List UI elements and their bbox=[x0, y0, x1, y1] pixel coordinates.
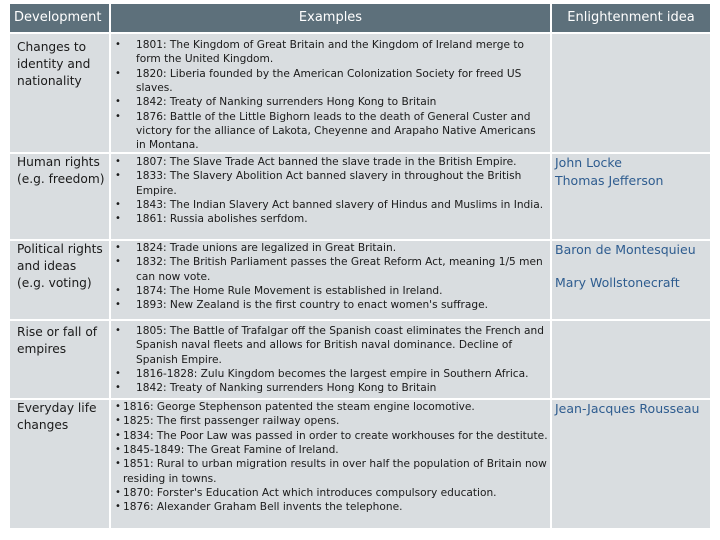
row-political-rights-label: Political rights and ideas (e.g. voting) bbox=[10, 241, 109, 319]
row-everyday-life-examples bbox=[111, 400, 550, 528]
thinker-name: John Locke bbox=[555, 155, 622, 170]
row-empires-label: Rise or fall of empires bbox=[10, 321, 109, 398]
example-item: • 1816-1828: Zulu Kingdom becomes the largest empire in Southern Africa. bbox=[111, 367, 550, 381]
example-item: • 1834: The Poor Law was passed in order to create workhouses for the destitute. bbox=[111, 429, 550, 443]
example-item: • 1851: Rural to urban migration results in over half the population of Britain now residing in towns. bbox=[111, 457, 550, 486]
row-everyday-life-ideas bbox=[552, 400, 710, 528]
example-item: • 1801: The Kingdom of Great Britain and the Kingdom of Ireland merge to form the United Kingdom. bbox=[111, 38, 550, 67]
row-empires-ideas bbox=[552, 321, 710, 398]
example-item: • 1842: Treaty of Nanking surrenders Hong Kong to Britain bbox=[111, 381, 550, 395]
thinker-name: Mary Wollstonecraft bbox=[555, 274, 680, 290]
example-item: • 1845-1849: The Great Famine of Ireland. bbox=[111, 443, 550, 457]
row-empires-examples bbox=[111, 321, 550, 398]
row-everyday-life-label: Everyday life changes bbox=[10, 400, 109, 528]
example-item: • 1807: The Slave Trade Act banned the slave trade in the British Empire. bbox=[111, 155, 550, 169]
example-item: • 1874: The Home Rule Movement is established in Ireland. bbox=[111, 284, 550, 298]
example-item: • 1876: Battle of the Little Bighorn leads to the death of General Custer and victory for the alliance of Lakota, Cheyenne and Arapaho Native Americans in Montana. bbox=[111, 110, 550, 153]
example-item: • 1832: The British Parliament passes the Great Reform Act, meaning 1/5 men can now vote. bbox=[111, 255, 550, 284]
thinker-name: Jean-Jacques Rousseau bbox=[555, 401, 700, 416]
row-political-rights-examples bbox=[111, 241, 550, 319]
row-identity-ideas bbox=[552, 34, 710, 152]
example-item: • 1833: The Slavery Abolition Act banned slavery in throughout the British Empire. bbox=[111, 169, 550, 198]
header-enlightenment-idea: Enlightenment idea bbox=[552, 4, 710, 32]
example-item: • 1861: Russia abolishes serfdom. bbox=[111, 212, 550, 226]
example-item: • 1842: Treaty of Nanking surrenders Hong Kong to Britain bbox=[111, 95, 550, 109]
example-item: • 1870: Forster's Education Act which introduces compulsory education. bbox=[111, 486, 550, 500]
row-human-rights-ideas bbox=[552, 154, 710, 239]
thinker-name: Thomas Jefferson bbox=[555, 172, 664, 188]
example-item: • 1805: The Battle of Trafalgar off the Spanish coast eliminates the French and Spanish naval fleets and allows for British naval dominance. Decline of Spanish Empire. bbox=[111, 324, 550, 367]
row-identity-label: Changes to identity and nationality bbox=[10, 34, 109, 152]
header-development: Development bbox=[10, 4, 109, 32]
row-identity-examples bbox=[111, 34, 550, 152]
header-examples: Examples bbox=[111, 4, 550, 32]
example-item: • 1825: The first passenger railway opens. bbox=[111, 414, 550, 428]
row-human-rights-label: Human rights (e.g. freedom) bbox=[10, 154, 109, 239]
example-item: • 1876: Alexander Graham Bell invents the telephone. bbox=[111, 500, 550, 514]
row-human-rights-examples bbox=[111, 154, 550, 239]
example-item: • 1820: Liberia founded by the American Colonization Society for freed US slaves. bbox=[111, 67, 550, 96]
example-item: • 1816: George Stephenson patented the steam engine locomotive. bbox=[111, 400, 550, 414]
example-item: • 1843: The Indian Slavery Act banned slavery of Hindus and Muslims in India. bbox=[111, 198, 550, 212]
row-political-rights-ideas bbox=[552, 241, 710, 319]
example-item: • 1893: New Zealand is the first country to enact women's suffrage. bbox=[111, 298, 550, 312]
thinker-name: Baron de Montesquieu bbox=[555, 242, 696, 257]
example-item: • 1824: Trade unions are legalized in Great Britain. bbox=[111, 241, 550, 255]
